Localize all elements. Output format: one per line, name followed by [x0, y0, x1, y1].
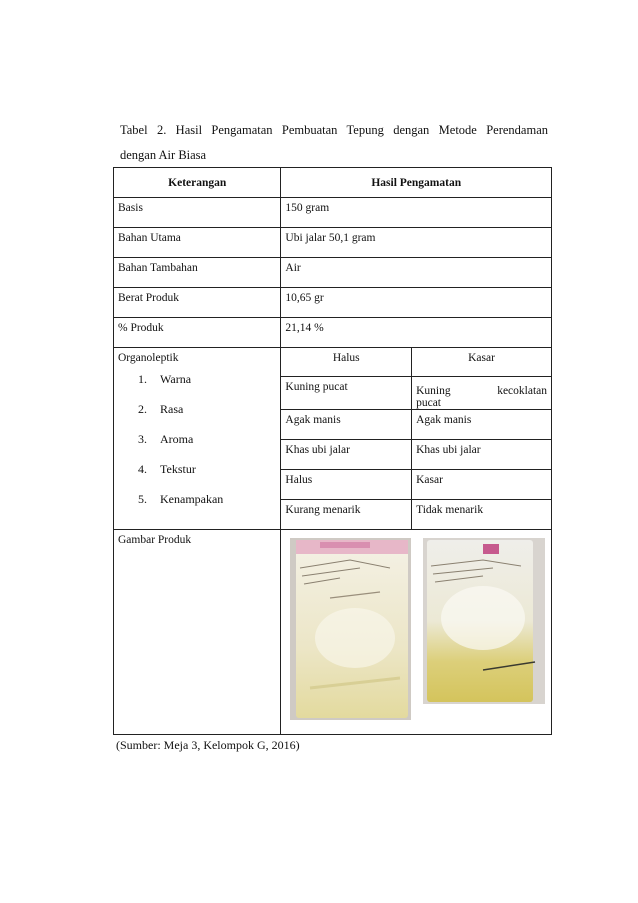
table-row [114, 258, 552, 288]
rasa-kasar: Agak manis [416, 414, 472, 426]
row-value: 21,14 % [285, 322, 324, 334]
column-kasar: Kasar [468, 352, 495, 364]
kenampakan-halus: Kurang menarik [285, 504, 361, 516]
list-item: 4. Tekstur [138, 462, 196, 476]
source-note: (Sumber: Meja 3, Kelompok G, 2016) [116, 738, 300, 752]
warna-kasar: Kuning kecoklatan pucat [412, 377, 552, 410]
tekstur-halus: Halus [285, 474, 313, 486]
row-value: Ubi jalar 50,1 gram [285, 232, 376, 244]
flour-kasar-photo [423, 538, 545, 704]
kenampakan-kasar: Tidak menarik [416, 504, 484, 516]
flour-halus-photo [290, 538, 411, 720]
row-label: % Produk [118, 322, 164, 334]
row-label: Bahan Utama [118, 232, 181, 244]
table-row [114, 198, 552, 228]
aroma-kasar: Khas ubi jalar [416, 444, 481, 456]
column-halus: Halus [332, 352, 360, 364]
header-hasil-pengamatan: Hasil Pengamatan [281, 168, 552, 198]
rasa-halus: Agak manis [285, 414, 341, 426]
row-value: 10,65 gr [285, 292, 324, 304]
organoleptic-label: Organoleptik [118, 352, 179, 364]
row-label: Berat Produk [118, 292, 180, 304]
caption-line-2: dengan Air Biasa [120, 148, 207, 162]
aroma-halus: Khas ubi jalar [285, 444, 350, 456]
table-row [114, 318, 552, 348]
row-value: Air [285, 262, 301, 274]
table-caption [120, 118, 548, 168]
list-item: 1. Warna [138, 372, 192, 386]
row-value: 150 gram [285, 202, 330, 214]
row-label: Bahan Tambahan [118, 262, 198, 274]
organoleptic-cell [114, 348, 281, 530]
table-row [114, 288, 552, 318]
table-header-row [114, 168, 552, 198]
tekstur-kasar: Kasar [416, 474, 443, 486]
warna-halus: Kuning pucat [285, 381, 348, 393]
list-item: 5. Kenampakan [138, 492, 224, 506]
photo-label: Gambar Produk [118, 534, 192, 546]
organoleptic-list [118, 364, 276, 514]
list-item: 2. Rasa [138, 402, 184, 416]
list-item: 3. Aroma [138, 432, 194, 446]
organoleptic-header-row [114, 348, 552, 377]
table-row [114, 228, 552, 258]
caption-line-1: Tabel 2. Hasil Pengamatan Pembuatan Tepung dengan Metode Perendaman [120, 123, 548, 137]
header-keterangan: Keterangan [114, 168, 281, 198]
row-label: Basis [118, 202, 143, 214]
